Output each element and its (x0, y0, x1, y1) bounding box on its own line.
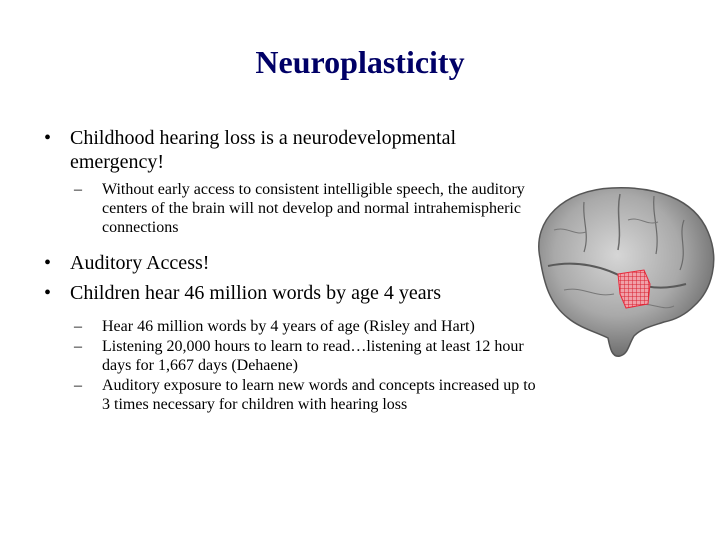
bullet-marker: • (44, 127, 52, 149)
brain-shape (539, 188, 714, 356)
sub-bullet-item (40, 337, 540, 375)
bullet-item (40, 126, 540, 174)
bullet-list (40, 126, 540, 415)
sub-bullet-item (40, 376, 540, 414)
bullet-marker: • (44, 252, 52, 274)
bullet-text: Childhood hearing loss is a neurodevelopmental emergency! (70, 127, 457, 173)
slide-title: Neuroplasticity (255, 44, 465, 80)
sub-bullet-text: Hear 46 million words by 4 years of age (Risley and Hart) (102, 318, 475, 335)
sub-bullet-text: Auditory exposure to learn new words and concepts increased up to 3 times necessary for children with hearing loss (102, 377, 536, 413)
sub-bullet-marker: – (74, 377, 82, 394)
brain-illustration (524, 180, 720, 360)
sub-bullet-marker: – (74, 181, 82, 198)
sub-bullet-marker: – (74, 318, 82, 335)
bullet-item (40, 251, 540, 275)
sub-bullet-item (40, 317, 540, 336)
sub-bullet-marker: – (74, 338, 82, 355)
bullet-item (40, 281, 540, 305)
bullet-text: Children hear 46 million words by age 4 years (70, 282, 442, 304)
sub-bullet-text: Without early access to consistent intelligible speech, the auditory centers of the brain will not develop and normal intrahemispheric connections (102, 181, 525, 236)
sub-bullet-item (40, 180, 540, 237)
sub-bullet-text: Listening 20,000 hours to learn to read…listening at least 12 hour days for 1,667 days (Dehaene) (102, 338, 524, 374)
bullet-text: Auditory Access! (70, 252, 210, 274)
bullet-marker: • (44, 282, 52, 304)
